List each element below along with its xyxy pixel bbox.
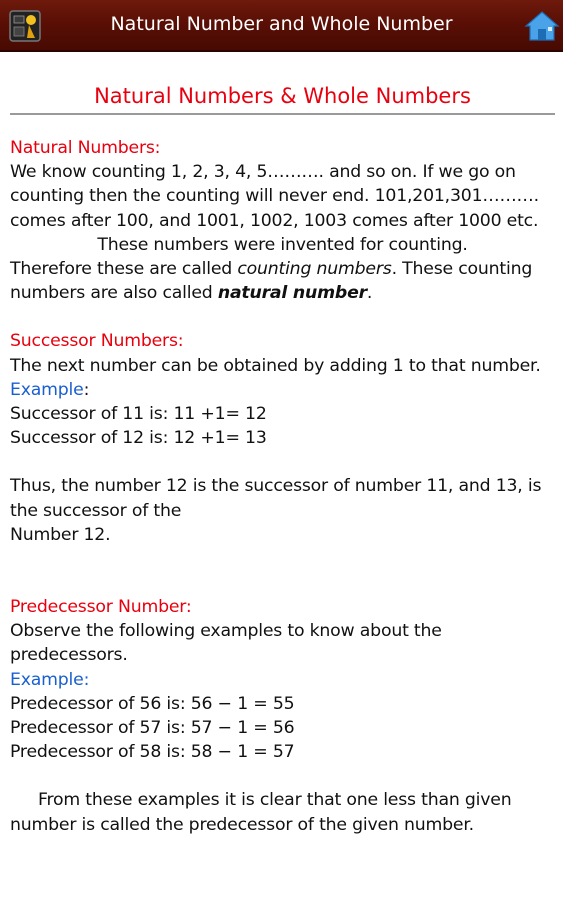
natural-numbers-section	[10, 136, 555, 305]
successor-example-2: Successor of 12 is: 12 +1= 13	[10, 428, 267, 449]
predecessor-heading: Predecessor Number:	[10, 597, 192, 618]
natural-text-line-4: These numbers were invented for counting.	[97, 234, 468, 255]
successor-text-line-1: The next number can be obtained by adding 1 to that number.	[10, 355, 541, 376]
article	[10, 52, 555, 837]
natural-text-line-1: We know counting 1, 2, 3, 4, 5………. and so on. If we go on	[10, 162, 516, 183]
natural-text-line-6	[10, 281, 555, 305]
predecessor-example-1: Predecessor of 56 is: 56 − 1 = 55	[10, 693, 295, 714]
successor-conclusion-1: Thus, the number 12 is the successor of number 11, and 13, is	[10, 476, 542, 497]
successor-heading: Successor Numbers:	[10, 331, 184, 352]
example-label: Example	[10, 379, 84, 400]
successor-example-1: Successor of 11 is: 11 +1= 12	[10, 404, 267, 425]
text-fragment: Therefore these are called	[10, 259, 238, 280]
predecessor-conclusion-2: number is called the predecessor of the given number.	[10, 814, 474, 835]
app-title: Natural Number and Whole Number	[110, 13, 453, 35]
text-fragment: .	[366, 283, 373, 304]
natural-text-line-3: comes after 100, and 1001, 1002, 1003 comes after 1000 etc.	[10, 210, 539, 231]
successor-conclusion-2: the successor of the	[10, 500, 182, 521]
natural-number-term: natural number	[217, 283, 367, 304]
natural-text-line-2: counting then the counting will never end. 101,201,301……….	[10, 186, 539, 207]
page-title: Natural Numbers & Whole Numbers	[94, 84, 471, 108]
successor-example-label	[10, 378, 555, 402]
counting-numbers-term: counting numbers	[237, 259, 392, 280]
predecessor-example-2: Predecessor of 57 is: 57 − 1 = 56	[10, 718, 295, 739]
natural-numbers-heading: Natural Numbers:	[10, 138, 161, 158]
app-toolbar	[0, 0, 563, 52]
predecessor-example-3: Predecessor of 58 is: 58 − 1 = 57	[10, 742, 295, 763]
successor-conclusion-3: Number 12.	[10, 524, 111, 545]
successor-section	[10, 329, 555, 547]
text-fragment: numbers are also called	[10, 283, 218, 304]
predecessor-section	[10, 595, 555, 837]
predecessor-example-label: Example:	[10, 669, 90, 690]
title-divider	[10, 113, 555, 115]
predecessor-conclusion-1: From these examples it is clear that one less than given	[38, 790, 512, 811]
predecessor-text-line-2: predecessors.	[10, 645, 128, 666]
home-icon[interactable]	[524, 8, 560, 44]
predecessor-text-line-1: Observe the following examples to know about the	[10, 621, 442, 642]
example-colon: :	[83, 379, 90, 400]
text-fragment: . These counting	[391, 259, 533, 280]
natural-text-line-5	[10, 257, 555, 281]
